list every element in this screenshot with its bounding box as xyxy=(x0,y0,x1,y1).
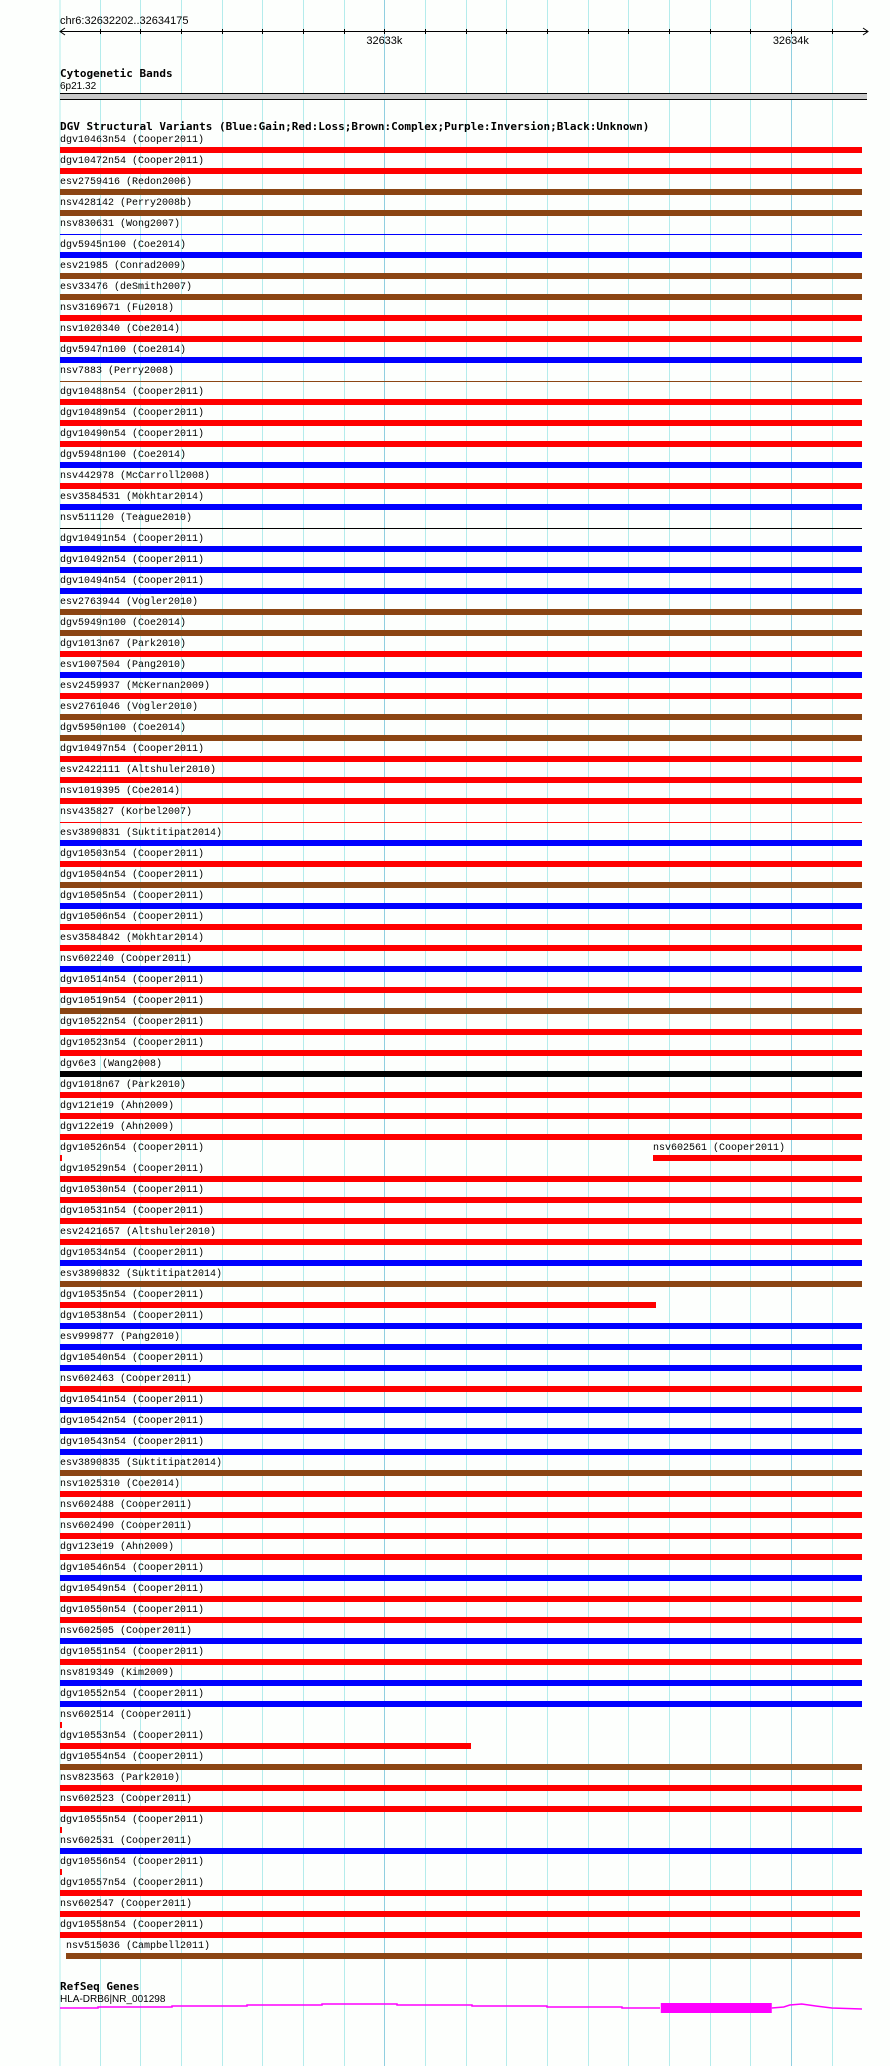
sv-label[interactable]: esv999877 (Pang2010) xyxy=(60,1332,181,1343)
sv-bar-gain[interactable] xyxy=(60,1344,862,1350)
sv-bar-complex[interactable] xyxy=(60,273,862,279)
ruler-tick-label: 32633k xyxy=(366,35,403,47)
sv-bar-unknown[interactable] xyxy=(60,1071,862,1077)
sv-label[interactable]: nsv602505 (Cooper2011) xyxy=(60,1626,193,1637)
sv-bar-loss[interactable] xyxy=(60,147,862,153)
sv-label[interactable]: dgv10494n54 (Cooper2011) xyxy=(60,576,205,587)
sv-bar-loss[interactable] xyxy=(60,1134,862,1140)
sv-bar-loss[interactable] xyxy=(60,399,862,405)
sv-label[interactable]: nsv1020340 (Coe2014) xyxy=(60,324,181,335)
sv-label[interactable]: nsv602531 (Cooper2011) xyxy=(60,1836,193,1847)
sv-bar-loss[interactable] xyxy=(60,441,862,447)
sv-bar-loss[interactable] xyxy=(60,1155,62,1161)
sv-bar-gain[interactable] xyxy=(60,357,862,363)
sv-bar-complex[interactable] xyxy=(60,381,862,382)
sv-label[interactable]: dgv10554n54 (Cooper2011) xyxy=(60,1752,205,1763)
sv-bar-loss[interactable] xyxy=(60,1596,862,1602)
sv-bar-complex[interactable] xyxy=(60,1470,862,1476)
sv-label[interactable]: dgv10531n54 (Cooper2011) xyxy=(60,1206,205,1217)
sv-label[interactable]: dgv1018n67 (Park2010) xyxy=(60,1080,187,1091)
sv-label[interactable]: esv2421657 (Altshuler2010) xyxy=(60,1227,217,1238)
sv-bar-gain[interactable] xyxy=(60,1428,862,1434)
sv-bar-loss[interactable] xyxy=(60,1869,62,1875)
sv-bar-loss[interactable] xyxy=(60,1218,862,1224)
sv-label[interactable]: nsv442978 (McCarroll2008) xyxy=(60,471,211,482)
ruler-tick-label: 32634k xyxy=(772,35,809,47)
sv-label[interactable]: nsv602561 (Cooper2011) xyxy=(653,1143,786,1154)
sv-label[interactable]: dgv10529n54 (Cooper2011) xyxy=(60,1164,205,1175)
sv-label[interactable]: esv3890832 (Suktitipat2014) xyxy=(60,1269,223,1280)
sv-bar-gain[interactable] xyxy=(60,1449,862,1455)
sv-bar-loss[interactable] xyxy=(60,420,862,426)
sv-label[interactable]: dgv121e19 (Ahn2009) xyxy=(60,1101,175,1112)
sv-label[interactable]: dgv10552n54 (Cooper2011) xyxy=(60,1689,205,1700)
sv-label[interactable]: dgv10526n54 (Cooper2011) xyxy=(60,1143,205,1154)
sv-label[interactable]: nsv1019395 (Coe2014) xyxy=(60,786,181,797)
sv-label[interactable]: dgv10557n54 (Cooper2011) xyxy=(60,1878,205,1889)
sv-bar-loss[interactable] xyxy=(60,1386,862,1392)
sv-label[interactable]: dgv10488n54 (Cooper2011) xyxy=(60,387,205,398)
gene-intron-line xyxy=(60,2004,660,2008)
position-label: chr6:32632202..32634175 xyxy=(60,15,189,27)
sv-label[interactable]: dgv10541n54 (Cooper2011) xyxy=(60,1395,205,1406)
sv-bar-loss[interactable] xyxy=(60,1029,862,1035)
sv-label[interactable]: esv2761046 (Vogler2010) xyxy=(60,702,199,713)
sv-label[interactable]: dgv10522n54 (Cooper2011) xyxy=(60,1017,205,1028)
sv-bar-gain[interactable] xyxy=(60,1848,862,1854)
sv-bar-complex[interactable] xyxy=(60,609,862,615)
sv-label[interactable]: dgv10472n54 (Cooper2011) xyxy=(60,156,205,167)
sv-label[interactable]: dgv122e19 (Ahn2009) xyxy=(60,1122,175,1133)
sv-bar-gain[interactable] xyxy=(60,234,862,235)
sv-bar-gain[interactable] xyxy=(60,1680,862,1686)
sv-label[interactable]: esv3890831 (Suktitipat2014) xyxy=(60,828,223,839)
sv-bar-complex[interactable] xyxy=(66,1953,862,1959)
sv-bar-loss[interactable] xyxy=(60,777,862,783)
gene-exon[interactable] xyxy=(661,2003,772,2013)
sv-label[interactable]: nsv435827 (Korbel2007) xyxy=(60,807,193,818)
sv-label[interactable]: nsv602514 (Cooper2011) xyxy=(60,1710,193,1721)
sv-label[interactable]: dgv123e19 (Ahn2009) xyxy=(60,1542,175,1553)
sv-label[interactable]: dgv10550n54 (Cooper2011) xyxy=(60,1605,205,1616)
sv-label[interactable]: dgv10503n54 (Cooper2011) xyxy=(60,849,205,860)
sv-label[interactable]: esv33476 (deSmith2007) xyxy=(60,282,193,293)
sv-bar-complex[interactable] xyxy=(60,882,862,888)
sv-bar-loss[interactable] xyxy=(60,1554,862,1560)
gene-intron-line xyxy=(772,2004,862,2009)
sv-bar-complex[interactable] xyxy=(60,210,862,216)
sv-label[interactable]: dgv10556n54 (Cooper2011) xyxy=(60,1857,205,1868)
sv-label[interactable]: dgv5950n100 (Coe2014) xyxy=(60,723,187,734)
sv-bar-loss[interactable] xyxy=(60,822,862,823)
sv-label[interactable]: dgv10489n54 (Cooper2011) xyxy=(60,408,205,419)
sv-label[interactable]: dgv10491n54 (Cooper2011) xyxy=(60,534,205,545)
sv-bar-loss[interactable] xyxy=(60,1113,862,1119)
sv-bar-gain[interactable] xyxy=(60,1407,862,1413)
sv-bar-loss[interactable] xyxy=(60,1911,860,1917)
sv-label[interactable]: dgv10542n54 (Cooper2011) xyxy=(60,1416,205,1427)
sv-bar-gain[interactable] xyxy=(60,1260,862,1266)
sv-label[interactable]: dgv10546n54 (Cooper2011) xyxy=(60,1563,205,1574)
sv-bar-loss[interactable] xyxy=(60,1932,862,1938)
sv-bar-loss[interactable] xyxy=(60,1302,656,1308)
sv-bar-loss[interactable] xyxy=(60,1722,62,1728)
refseq-track-title: RefSeq Genes xyxy=(60,1980,140,1993)
sv-label[interactable]: dgv5949n100 (Coe2014) xyxy=(60,618,187,629)
sv-bar-loss[interactable] xyxy=(60,651,862,657)
sv-bar-loss[interactable] xyxy=(60,168,862,174)
sv-label[interactable]: dgv10551n54 (Cooper2011) xyxy=(60,1647,205,1658)
sv-label[interactable]: dgv10558n54 (Cooper2011) xyxy=(60,1920,205,1931)
sv-bar-loss[interactable] xyxy=(60,1890,862,1896)
sv-bar-loss[interactable] xyxy=(60,1092,862,1098)
dgv-track-title: DGV Structural Variants (Blue:Gain;Red:Loss;Brown:Complex;Purple:Inversion;Black:Unknown) xyxy=(60,120,650,133)
sv-label[interactable]: nsv819349 (Kim2009) xyxy=(60,1668,175,1679)
sv-label[interactable]: dgv10538n54 (Cooper2011) xyxy=(60,1311,205,1322)
sv-label[interactable]: nsv602463 (Cooper2011) xyxy=(60,1374,193,1385)
sv-label[interactable]: dgv10555n54 (Cooper2011) xyxy=(60,1815,205,1826)
sv-bar-gain[interactable] xyxy=(60,546,862,552)
sv-bar-gain[interactable] xyxy=(60,1638,862,1644)
sv-bar-loss[interactable] xyxy=(60,924,862,930)
sv-bar-gain[interactable] xyxy=(60,588,862,594)
sv-label[interactable]: nsv830631 (Wong2007) xyxy=(60,219,181,230)
sv-label[interactable]: nsv602523 (Cooper2011) xyxy=(60,1794,193,1805)
sv-label[interactable]: esv2459937 (McKernan2009) xyxy=(60,681,211,692)
sv-bar-loss[interactable] xyxy=(60,315,862,321)
sv-bar-gain[interactable] xyxy=(60,252,862,258)
sv-label[interactable]: dgv5945n100 (Coe2014) xyxy=(60,240,187,251)
gene-model-hla-drb6[interactable] xyxy=(0,1998,890,2024)
sv-bar-gain[interactable] xyxy=(60,1365,862,1371)
sv-label[interactable]: nsv602240 (Cooper2011) xyxy=(60,954,193,965)
sv-label[interactable]: dgv10492n54 (Cooper2011) xyxy=(60,555,205,566)
sv-label[interactable]: esv21985 (Conrad2009) xyxy=(60,261,187,272)
sv-bar-loss[interactable] xyxy=(60,483,862,489)
sv-bar-loss[interactable] xyxy=(60,1050,862,1056)
sv-bar-gain[interactable] xyxy=(60,567,862,573)
sv-bar-gain[interactable] xyxy=(60,462,862,468)
sv-bar-loss[interactable] xyxy=(60,1491,862,1497)
sv-bar-loss[interactable] xyxy=(60,1806,862,1812)
sv-bar-loss[interactable] xyxy=(60,1827,62,1833)
sv-bar-loss[interactable] xyxy=(60,798,862,804)
sv-bar-loss[interactable] xyxy=(60,861,862,867)
sv-bar-complex[interactable] xyxy=(60,1008,862,1014)
sv-label[interactable]: dgv10497n54 (Cooper2011) xyxy=(60,744,205,755)
sv-label[interactable]: esv2763944 (Vogler2010) xyxy=(60,597,199,608)
cytoband-label: 6p21.32 xyxy=(60,81,97,92)
sv-label[interactable]: nsv602488 (Cooper2011) xyxy=(60,1500,193,1511)
sv-bar-loss[interactable] xyxy=(60,1197,862,1203)
sv-label[interactable]: nsv602490 (Cooper2011) xyxy=(60,1521,193,1532)
sv-label[interactable]: dgv10553n54 (Cooper2011) xyxy=(60,1731,205,1742)
sv-label[interactable]: dgv10534n54 (Cooper2011) xyxy=(60,1248,205,1259)
sv-bar-loss[interactable] xyxy=(60,1533,862,1539)
sv-label[interactable]: nsv823563 (Park2010) xyxy=(60,1773,181,1784)
sv-bar-complex[interactable] xyxy=(60,1281,862,1287)
sv-label[interactable]: nsv515036 (Campbell2011) xyxy=(66,1941,211,1952)
sv-label[interactable]: nsv428142 (Perry2008b) xyxy=(60,198,193,209)
sv-bar-loss[interactable] xyxy=(60,945,862,951)
sv-label[interactable]: dgv10535n54 (Cooper2011) xyxy=(60,1290,205,1301)
cytoband-title: Cytogenetic Bands xyxy=(60,67,173,80)
sv-label[interactable]: dgv10514n54 (Cooper2011) xyxy=(60,975,205,986)
sv-label[interactable]: nsv602547 (Cooper2011) xyxy=(60,1899,193,1910)
sv-label[interactable]: dgv10504n54 (Cooper2011) xyxy=(60,870,205,881)
ruler[interactable] xyxy=(0,22,890,52)
sv-bar-loss[interactable] xyxy=(60,1659,862,1665)
sv-label[interactable]: dgv10519n54 (Cooper2011) xyxy=(60,996,205,1007)
sv-label[interactable]: nsv1025310 (Coe2014) xyxy=(60,1479,181,1490)
sv-bar-complex[interactable] xyxy=(60,714,862,720)
sv-label[interactable]: dgv5947n100 (Coe2014) xyxy=(60,345,187,356)
sv-label[interactable]: esv3890835 (Suktitipat2014) xyxy=(60,1458,223,1469)
sv-label[interactable]: esv3584842 (Mokhtar2014) xyxy=(60,933,205,944)
sv-bar-loss[interactable] xyxy=(60,693,862,699)
sv-label[interactable]: nsv511120 (Teague2010) xyxy=(60,513,193,524)
sv-bar-complex[interactable] xyxy=(60,1764,862,1770)
sv-label[interactable]: nsv3169671 (Fu2018) xyxy=(60,303,175,314)
sv-bar-complex[interactable] xyxy=(60,189,862,195)
sv-label[interactable]: dgv6e3 (Wang2008) xyxy=(60,1059,163,1070)
sv-label[interactable]: dgv10506n54 (Cooper2011) xyxy=(60,912,205,923)
sv-label[interactable]: esv2759416 (Redon2006) xyxy=(60,177,193,188)
cytoband-bar[interactable] xyxy=(60,93,867,100)
sv-bar-gain[interactable] xyxy=(60,966,862,972)
sv-label[interactable]: dgv10505n54 (Cooper2011) xyxy=(60,891,205,902)
sv-bar-loss[interactable] xyxy=(60,1743,471,1749)
sv-bar-complex[interactable] xyxy=(60,735,862,741)
sv-bar-gain[interactable] xyxy=(60,840,862,846)
sv-bar-loss[interactable] xyxy=(60,756,862,762)
sv-bar-complex[interactable] xyxy=(60,294,862,300)
sv-label[interactable]: nsv7883 (Perry2008) xyxy=(60,366,175,377)
sv-bar-loss[interactable] xyxy=(653,1155,862,1161)
sv-bar-loss[interactable] xyxy=(60,1239,862,1245)
sv-bar-gain[interactable] xyxy=(60,672,862,678)
sv-bar-gain[interactable] xyxy=(60,1575,862,1581)
sv-label[interactable]: esv1007504 (Pang2010) xyxy=(60,660,187,671)
sv-label[interactable]: dgv10490n54 (Cooper2011) xyxy=(60,429,205,440)
sv-bar-loss[interactable] xyxy=(60,1617,862,1623)
sv-bar-complex[interactable] xyxy=(60,630,862,636)
sv-label[interactable]: dgv10540n54 (Cooper2011) xyxy=(60,1353,205,1364)
sv-bar-gain[interactable] xyxy=(60,1323,862,1329)
sv-label[interactable]: dgv10463n54 (Cooper2011) xyxy=(60,135,205,146)
sv-label[interactable]: dgv10549n54 (Cooper2011) xyxy=(60,1584,205,1595)
sv-label[interactable]: dgv10523n54 (Cooper2011) xyxy=(60,1038,205,1049)
sv-bar-loss[interactable] xyxy=(60,1176,862,1182)
sv-label[interactable]: dgv10543n54 (Cooper2011) xyxy=(60,1437,205,1448)
sv-bar-loss[interactable] xyxy=(60,987,862,993)
sv-label[interactable]: esv3584531 (Mokhtar2014) xyxy=(60,492,205,503)
sv-bar-gain[interactable] xyxy=(60,1701,862,1707)
sv-bar-loss[interactable] xyxy=(60,1512,862,1518)
sv-bar-gain[interactable] xyxy=(60,504,862,510)
sv-bar-loss[interactable] xyxy=(60,336,862,342)
gene-label[interactable]: HLA-DRB6|NR_001298 xyxy=(60,1994,166,2005)
sv-label[interactable]: dgv1013n67 (Park2010) xyxy=(60,639,187,650)
sv-bar-loss[interactable] xyxy=(60,1785,862,1791)
sv-label[interactable]: dgv10530n54 (Cooper2011) xyxy=(60,1185,205,1196)
sv-label[interactable]: esv2422111 (Altshuler2010) xyxy=(60,765,217,776)
sv-label[interactable]: dgv5948n100 (Coe2014) xyxy=(60,450,187,461)
sv-bar-unknown[interactable] xyxy=(60,528,862,529)
sv-bar-gain[interactable] xyxy=(60,903,862,909)
